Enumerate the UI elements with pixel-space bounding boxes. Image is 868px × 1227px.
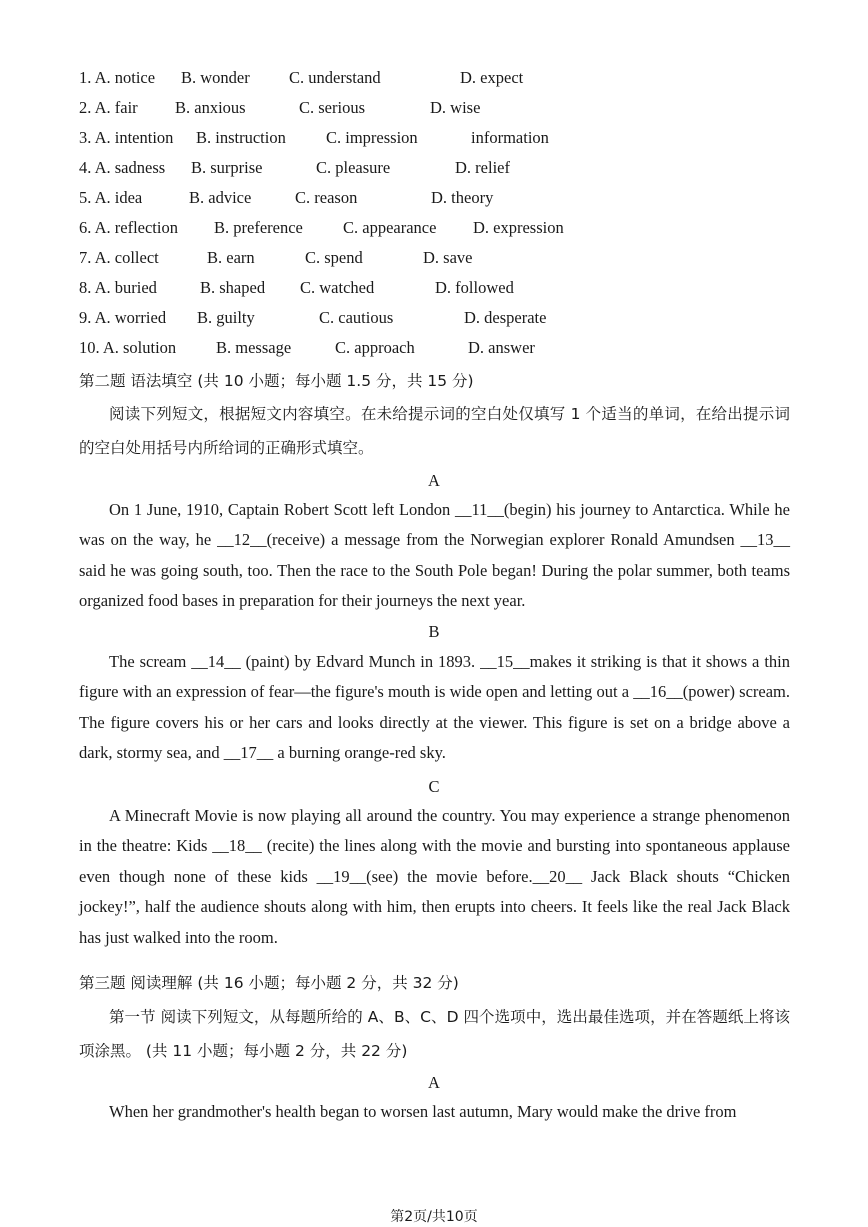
passage-a-text: On 1 June, 1910, Captain Robert Scott left London __11__(begin) his journey to Antarctica. While he was on the way, he __12__(receive) a message from the Norwegian explorer Ronald Amundsen __13__ said he was going south, too. Then the race to the South Pole began! During the polar summer, both teams organized food bases in preparation for their journeys the next year. (79, 500, 790, 611)
section3-passage-a-text: When her grandmother's health began to worsen last autumn, Mary would make the drive from (109, 1102, 737, 1121)
passage-c-label: C (428, 777, 440, 796)
passage-b-label: B (428, 622, 440, 641)
exam-page: 1. A. notice B. wonder C. understand D. expect 2. A. fair B. anxious C. serious D. wise 3. A. intention B. instruction C. impression information 4. A. sadness B. surprise C. pleasure D. relief 5. A. idea B. advice C. reason D. theory 6. A. reflection B. preference C. appearance D. expression 7. A. collect B. earn C. spend D. save 8. A. buried B. shaped C. watched D. followed 9. A. worried B. guilty C. cautious D. desperate 10. A. solution B. message C. approach D. answer 第二题 语法填空 (共 10 小题；每小题 1.5 分，共 15 分) 阅读下列短文，根据短文内容填空。在未给提示词的空白处仅填写 1 个适当的单词，在给出提示词的空白处用括号内所给词的正确形式填空。 A On 1 June, 1910, Captain Robert Scott left London __11__(begin) his journey to Antarctica. While he was on the way, he __12__(receive) a message from the Norwegian explorer Ronald Amundsen __13__ said he was going south, too. Then the race to the South Pole began! During the polar summer, both teams organized food bases in preparation for their journeys the next year. B The scream __14__ (paint) by Edvard Munch in 1893. __15__makes it striking is that it shows a thin figure with an expression of fear—the figure's mouth is wide open and letting out a __16__(power) scream. The figure covers his or her cars and looks directly at the viewer. This figure is set on a bridge above a dark, stormy sea, and __17__ a burning orange-red sky. C A Minecraft Movie is now playing all around the country. You may experience a strange phenomenon in the theatre: Kids __18__ (recite) the lines along with the movie and bursting into spontaneous applause even though none of these kids __19__(see) the movie before.__20__ Jack Black shouts “Chicken jockey!”, half the audience shouts along with him, then erupts into cheers. It feels like the real Jack Black has just walked into the room. 第三题 阅读理解 (共 16 小题；每小题 2 分，共 32 分) 第一节 阅读下列短文，从每题所给的 A、B、C、D 四个选项中，选出最佳选项，并在答题纸上将该项涂黑。 (共 11 小题；每小题 2 分，共 22 分) A When her grandmother's health began to worsen last autumn, Mary would make the drive from 第2页/共10页 (0, 0, 868, 1227)
section3-instruction: 第一节 阅读下列短文，从每题所给的 A、B、C、D 四个选项中，选出最佳选项，并在答题纸上将该项涂黑。 (共 11 小题；每小题 2 分，共 22 分) (79, 1008, 790, 1060)
section2-heading: 第二题 语法填空 (共 10 小题；每小题 1.5 分，共 15 分) (79, 372, 474, 390)
section3-passage-a-label: A (428, 1073, 440, 1092)
section3-heading: 第三题 阅读理解 (共 16 小题；每小题 2 分，共 32 分) (79, 974, 459, 992)
passage-a-label: A (428, 471, 440, 490)
passage-c-text: A Minecraft Movie is now playing all around the country. You may experience a strange phenomenon in the theatre: Kids __18__ (recite) the lines along with the movie and bursting into spontaneous applause even though none of these kids __19__(see) the movie before.__20__ Jack Black shouts “Chicken jockey!”, half the audience shouts along with him, then erupts into cheers. It feels like the real Jack Black has just walked into the room. (79, 806, 790, 947)
page-number: 第2页/共10页 (390, 1209, 478, 1225)
section2-instruction: 阅读下列短文，根据短文内容填空。在未给提示词的空白处仅填写 1 个适当的单词，在给出提示词的空白处用括号内所给词的正确形式填空。 (79, 405, 790, 457)
passage-b-text: The scream __14__ (paint) by Edvard Munch in 1893. __15__makes it striking is that it shows a thin figure with an expression of fear—the figure's mouth is wide open and letting out a __16__(power) scream. The figure covers his or her cars and looks directly at the viewer. This figure is set on a bridge above a dark, stormy sea, and __17__ a burning orange-red sky. (79, 652, 790, 763)
